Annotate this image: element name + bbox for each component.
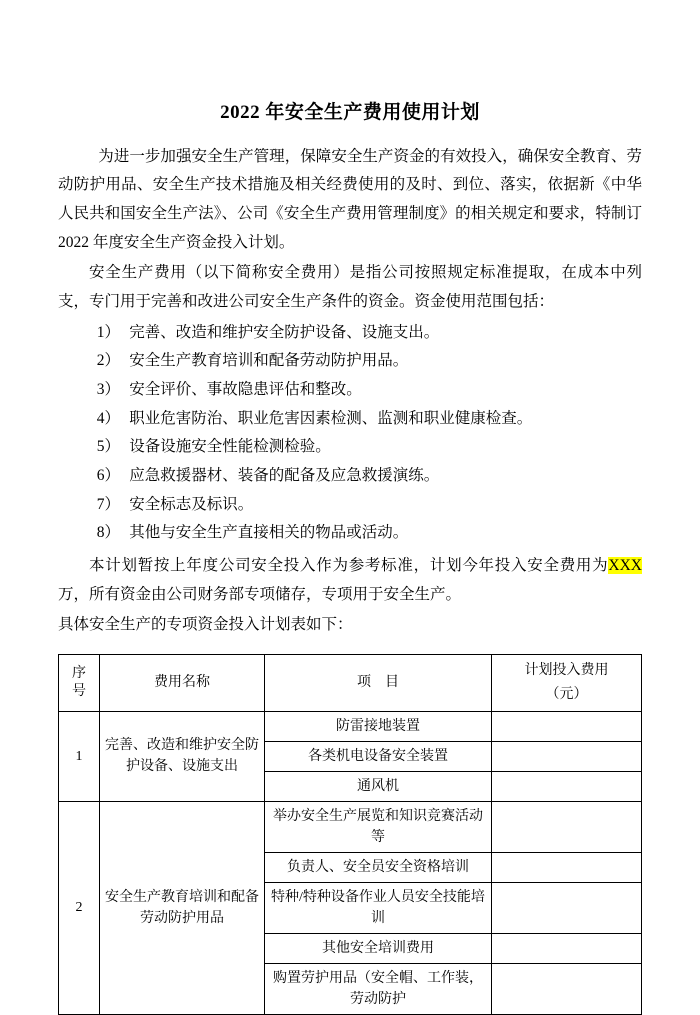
row-item: 购置劳护用品（安全帽、工作装，劳动防护	[265, 963, 492, 1014]
list-item-number: 6）	[96, 466, 121, 484]
list-item-number: 7）	[96, 495, 121, 513]
closing-text-after: 万，所有资金由公司财务部专项储存，专项用于安全生产。	[58, 585, 462, 603]
header-amount-line1: 计划投入费用	[524, 663, 609, 679]
list-item-label: 安全生产教育培训和配备劳动防护用品。	[129, 352, 409, 370]
list-item	[58, 433, 642, 462]
row-seq: 2	[59, 801, 100, 1014]
list-item-number: 3）	[96, 380, 121, 398]
header-item: 项 目	[265, 655, 492, 712]
header-name: 费用名称	[100, 655, 265, 712]
paragraph-closing	[58, 552, 642, 609]
row-name: 完善、改造和维护安全防护设备、设施支出	[100, 711, 265, 801]
row-item: 各类机电设备安全装置	[265, 741, 492, 771]
table-header-row	[59, 655, 642, 712]
closing-text-before: 本计划暂按上年度公司安全投入作为参考标准，计划今年投入安全费用为	[89, 557, 609, 574]
list-item-label: 其他与安全生产直接相关的物品或活动。	[129, 524, 409, 542]
list-item-number: 1）	[96, 323, 121, 341]
list-item-label: 设备设施安全性能检测检验。	[129, 438, 331, 456]
list-item	[58, 376, 642, 405]
row-item: 通风机	[265, 771, 492, 801]
paragraph-definition: 安全生产费用（以下简称安全费用）是指公司按照规定标准提取，在成本中列支，专门用于完善和改进公司安全生产条件的资金。资金使用范围包括：	[58, 264, 642, 310]
row-item: 防雷接地装置	[265, 711, 492, 741]
paragraph-table-intro: 具体安全生产的专项资金投入计划表如下：	[58, 616, 353, 634]
row-amount[interactable]	[492, 933, 642, 963]
table-row	[59, 711, 642, 741]
closing-amount-placeholder: XXX	[608, 557, 642, 574]
table-row	[59, 801, 642, 852]
list-item-label: 安全标志及标识。	[129, 495, 254, 513]
paragraph-intro: 为进一步加强安全生产管理，保障安全生产资金的有效投入，确保安全教育、劳动防护用品、安全生产技术措施及相关经费使用的及时、到位、落实，依据新《中华人民共和国安全生产法》、公司《安全生产费用管理制度》的相关规定和要求，特制订 2022 年度安全生产资金投入计划。	[58, 147, 642, 251]
header-amount-line2: （元）	[545, 686, 588, 702]
row-item: 负责人、安全员安全资格培训	[265, 852, 492, 882]
row-item: 其他安全培训费用	[265, 933, 492, 963]
row-amount[interactable]	[492, 882, 642, 933]
list-item	[58, 491, 642, 520]
row-amount[interactable]	[492, 963, 642, 1014]
list-item-number: 8）	[96, 524, 121, 542]
row-amount[interactable]	[492, 741, 642, 771]
list-item	[58, 347, 642, 376]
row-amount[interactable]	[492, 711, 642, 741]
list-item	[58, 405, 642, 434]
list-item	[58, 319, 642, 348]
page-title: 2022 年安全生产费用使用计划	[220, 102, 480, 123]
scope-list	[58, 319, 642, 548]
investment-plan-table	[58, 654, 642, 1015]
row-item: 举办安全生产展览和知识竞赛活动等	[265, 801, 492, 852]
list-item-label: 安全评价、事故隐患评估和整改。	[129, 380, 362, 398]
list-item-label: 职业危害防治、职业危害因素检测、监测和职业健康检查。	[129, 409, 533, 427]
row-amount[interactable]	[492, 771, 642, 801]
row-seq: 1	[59, 711, 100, 801]
row-name: 安全生产教育培训和配备劳动防护用品	[100, 801, 265, 1014]
header-amount	[492, 655, 642, 712]
list-item-number: 2）	[96, 352, 121, 370]
list-item	[58, 462, 642, 491]
list-item-label: 完善、改造和维护安全防护设备、设施支出。	[129, 323, 440, 341]
list-item-number: 4）	[96, 409, 121, 427]
header-seq	[59, 655, 100, 712]
list-item-number: 5）	[96, 438, 121, 456]
header-seq-line2: 号	[72, 683, 86, 699]
row-amount[interactable]	[492, 801, 642, 852]
row-item: 特种/特种设备作业人员安全技能培训	[265, 882, 492, 933]
list-item-label: 应急救援器材、装备的配备及应急救援演练。	[129, 466, 440, 484]
row-amount[interactable]	[492, 852, 642, 882]
header-seq-line1: 序	[72, 666, 86, 682]
list-item	[58, 519, 642, 548]
